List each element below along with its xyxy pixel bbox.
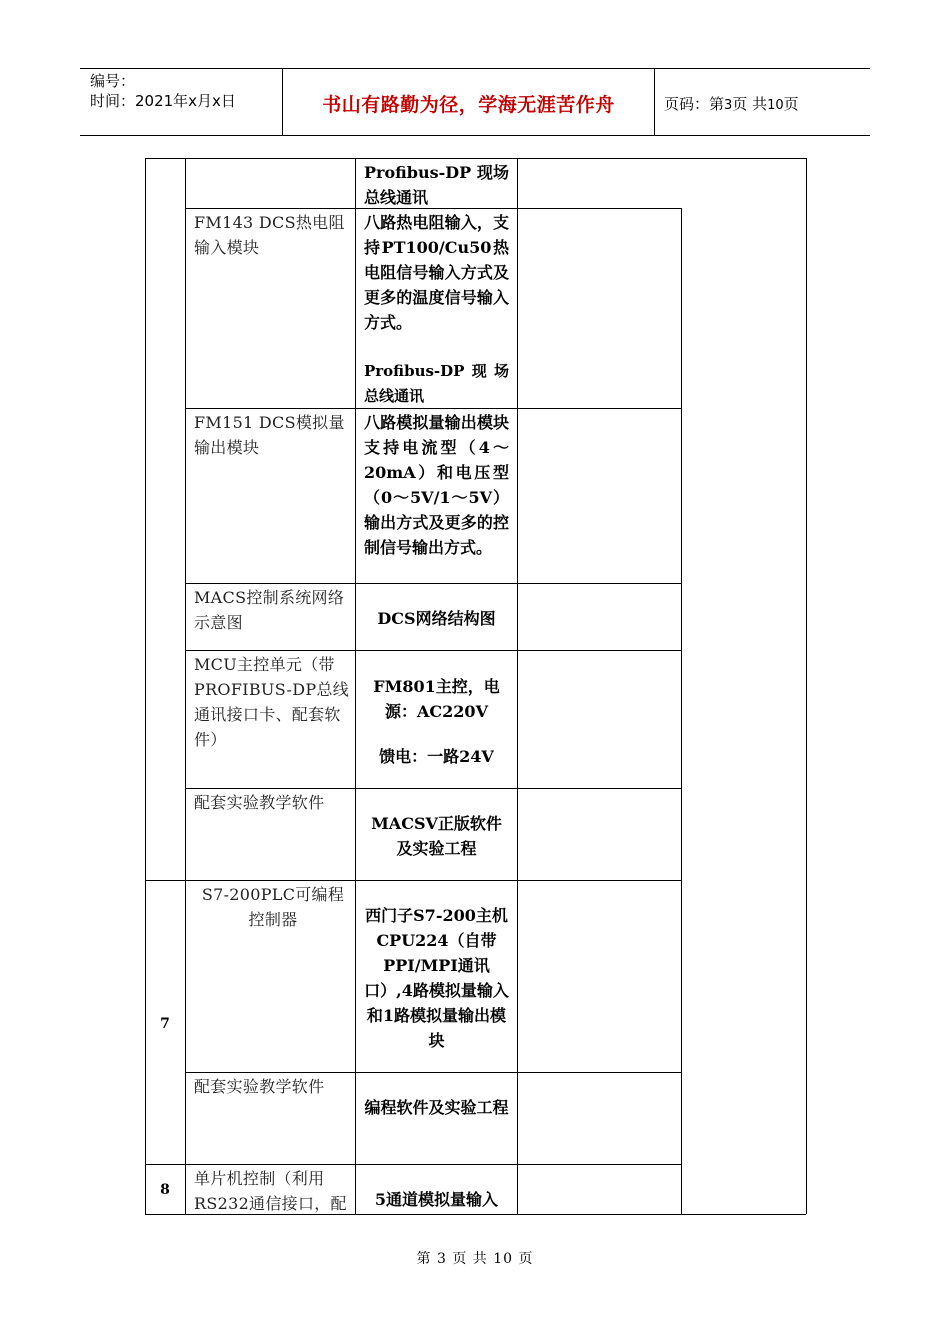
col-divider-2	[355, 158, 356, 1214]
spec-cell: 编程软件及实验工程	[364, 1098, 509, 1117]
footer-mid: 页 共	[452, 1251, 488, 1267]
row-divider	[185, 650, 682, 651]
header-bottom-rule	[80, 135, 870, 136]
page-end: 页	[783, 95, 799, 113]
row-number: 7	[160, 1016, 170, 1032]
name-cell: MCU主控单元（带PROFIBUS-DP总线通讯接口卡、配套软件）	[194, 655, 350, 749]
spec-cell: 5通道模拟量输入	[374, 1190, 499, 1209]
spec-cell-extra: Profibus-DP现场总线通讯	[364, 362, 509, 405]
name-cell: FM143 DCS热电阻输入模块	[194, 213, 345, 257]
name-cell: 配套实验教学软件	[194, 793, 325, 812]
header-divider-right	[654, 68, 655, 135]
page-label: 页码：第	[664, 95, 725, 113]
spec-cell: MACSV正版软件及实验工程	[371, 814, 502, 858]
spec-cell-extra: 馈电：一路24V	[379, 747, 494, 766]
table-border-right	[806, 158, 807, 1214]
page-footer	[0, 1248, 950, 1268]
footer-prefix: 第	[416, 1251, 432, 1267]
time-label: 时间：2021年x月x日	[90, 92, 236, 110]
name-cell: MACS控制系统网络示意图	[194, 588, 345, 632]
table-top-border	[145, 158, 806, 159]
spec-cell: 八路热电阻输入，支持PT100/Cu50热电阻信号输入方式及更多的温度信号输入方式。	[364, 213, 509, 332]
header-top-rule	[80, 68, 870, 69]
col-divider-1	[185, 158, 186, 1214]
name-cell: 单片机控制（利用RS232通信接口，配	[194, 1169, 347, 1213]
row-divider	[185, 583, 682, 584]
row-divider	[185, 1072, 682, 1073]
spec-cell: 西门子S7-200主机CPU224（自带PPI/MPI通讯口）,4路模拟量输入和1路模拟量输出模块	[364, 906, 509, 1050]
spec-cell: DCS网络结构图	[377, 609, 496, 628]
spec-cell: FM801主控，电源：AC220V	[373, 677, 500, 721]
row-number: 8	[160, 1182, 170, 1198]
row-divider	[145, 880, 682, 881]
spec-cell: 八路模拟量输出模块支持电流型（4～20mA）和电压型（0～5V/1～5V）输出方式及更多的控制信号输出方式。	[364, 413, 509, 557]
page-number: 3	[724, 98, 733, 113]
footer-suffix: 页	[518, 1251, 534, 1267]
table-border-left	[145, 158, 146, 1214]
name-cell: S7-200PLC可编程控制器	[201, 885, 345, 929]
name-cell: FM151 DCS模拟量输出模块	[194, 413, 345, 457]
page-total: 10	[767, 98, 784, 113]
code-label: 编号：	[90, 72, 136, 90]
page-indicator	[664, 93, 799, 114]
header-meta	[90, 71, 236, 111]
spec-cell: Profibus-DP 现场总线通讯	[364, 163, 509, 207]
footer-total: 10	[493, 1251, 514, 1267]
row-divider	[185, 788, 682, 789]
motto: 书山有路勤为径，学海无涯苦作舟	[322, 94, 615, 116]
row-divider	[145, 1164, 682, 1165]
col-divider-4	[681, 208, 682, 1214]
page-mid: 页 共	[732, 95, 768, 113]
footer-page: 3	[436, 1251, 447, 1267]
col-divider-3	[517, 158, 518, 1214]
name-cell: 配套实验教学软件	[194, 1077, 325, 1096]
